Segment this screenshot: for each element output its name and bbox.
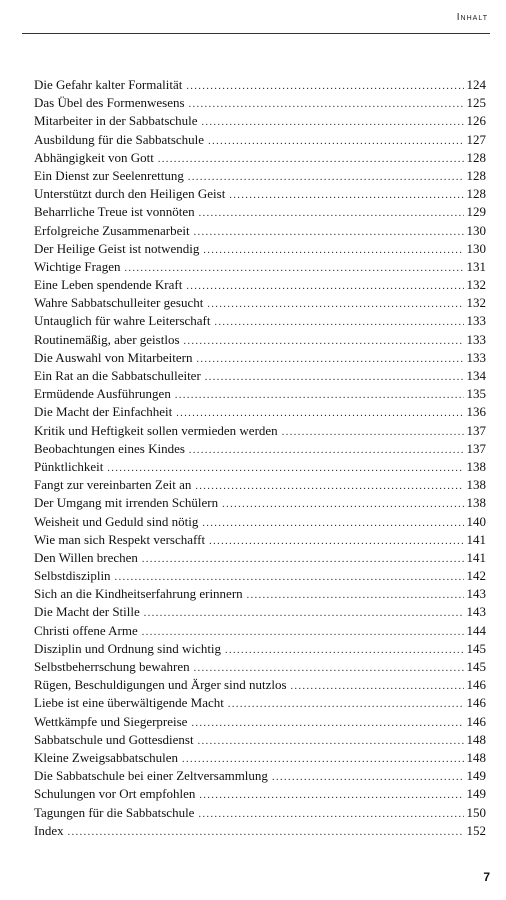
toc-entry bbox=[34, 622, 486, 640]
toc-entry-title: Fangt zur vereinbarten Zeit an bbox=[34, 477, 192, 493]
toc-entry-page: 136 bbox=[466, 404, 486, 420]
toc-entry bbox=[34, 713, 486, 731]
toc-entry-page: 146 bbox=[466, 713, 486, 729]
toc-entry-page: 137 bbox=[466, 422, 486, 438]
dot-leader bbox=[198, 806, 463, 824]
toc-entry-title: Die Auswahl von Mitarbeitern bbox=[34, 349, 193, 365]
toc-entry bbox=[34, 167, 486, 185]
toc-entry-title: Ein Rat an die Sabbatschulleiter bbox=[34, 368, 201, 383]
toc-entry bbox=[34, 676, 486, 694]
dot-leader bbox=[199, 787, 463, 805]
running-head bbox=[457, 12, 488, 23]
toc-entry-page: 138 bbox=[466, 458, 486, 474]
toc-entry bbox=[34, 440, 486, 458]
dot-leader bbox=[198, 733, 464, 751]
toc-entry-title: Unterstützt durch den Heiligen Geist bbox=[34, 186, 226, 202]
dot-leader bbox=[207, 296, 463, 314]
toc-entry bbox=[34, 513, 486, 531]
toc-entry-page: 148 bbox=[466, 731, 486, 747]
dot-leader bbox=[202, 515, 463, 533]
toc-entry bbox=[34, 585, 486, 603]
dot-leader bbox=[184, 333, 464, 351]
toc-entry bbox=[34, 94, 486, 112]
toc-entry bbox=[34, 531, 486, 549]
toc-entry bbox=[34, 149, 486, 167]
toc-entry-title: Schulungen vor Ort empfohlen bbox=[34, 786, 196, 802]
dot-leader bbox=[191, 715, 463, 733]
toc-entry-title: Wichtige Fragen bbox=[34, 258, 121, 274]
toc-entry bbox=[34, 258, 486, 276]
toc-entry-page: 137 bbox=[466, 440, 486, 456]
toc-entry-title: Routinemäßig, aber geistlos bbox=[34, 331, 180, 347]
dot-leader bbox=[199, 205, 464, 223]
toc-entry-page: 127 bbox=[466, 131, 486, 147]
toc-entry-title: Wie man sich Respekt verschafft bbox=[34, 531, 206, 547]
toc-entry bbox=[34, 367, 486, 385]
dot-leader bbox=[225, 642, 463, 660]
toc-entry bbox=[34, 240, 486, 258]
toc-entry bbox=[34, 422, 486, 440]
toc-entry-title: Liebe ist eine überwältigende Macht bbox=[34, 695, 224, 711]
toc-entry-page: 146 bbox=[466, 695, 486, 711]
toc-entry-title: Pünktlichkeit bbox=[34, 458, 104, 474]
toc-entry-page: 128 bbox=[466, 149, 486, 165]
toc-entry-title: Sich an die Kindheitserfahrung erinnern bbox=[34, 586, 243, 602]
toc-entry-page: 130 bbox=[466, 240, 486, 256]
dot-leader bbox=[68, 824, 464, 842]
toc-entry bbox=[34, 131, 486, 149]
toc-entry-title: Weisheit und Geduld sind nötig bbox=[34, 513, 199, 529]
page-number: 7 bbox=[483, 870, 490, 884]
toc-entry-page: 132 bbox=[466, 277, 486, 293]
toc-entry bbox=[34, 767, 486, 785]
toc-entry-page: 146 bbox=[466, 677, 486, 693]
dot-leader bbox=[186, 278, 463, 296]
dot-leader bbox=[215, 314, 464, 332]
toc-entry-title: Sabbatschule und Gottesdienst bbox=[34, 731, 194, 747]
toc-entry-title: Beharrliche Treue ist vonnöten bbox=[34, 204, 195, 220]
toc-entry-page: 126 bbox=[466, 113, 486, 129]
toc-entry-page: 152 bbox=[466, 822, 486, 838]
toc-entry bbox=[34, 731, 486, 749]
toc-entry-page: 140 bbox=[466, 513, 486, 529]
dot-leader bbox=[282, 424, 464, 442]
toc-entry-title: Wahre Sabbatschulleiter gesucht bbox=[34, 295, 204, 311]
toc-entry bbox=[34, 294, 486, 312]
toc-entry-page: 142 bbox=[466, 568, 486, 584]
dot-leader bbox=[203, 242, 463, 260]
toc-entry bbox=[34, 76, 486, 94]
dot-leader bbox=[228, 696, 464, 714]
toc-entry-title: Den Willen brechen bbox=[34, 549, 138, 565]
toc-entry-title: Die Sabbatschule bei einer Zeltversammlung bbox=[34, 768, 268, 784]
toc-entry-page: 133 bbox=[466, 349, 486, 365]
toc-entry bbox=[34, 549, 486, 567]
dot-leader bbox=[291, 678, 464, 696]
toc-entry-page: 133 bbox=[466, 313, 486, 329]
toc-entry-title: Erfolgreiche Zusammenarbeit bbox=[34, 222, 190, 238]
toc-entry-title: Wettkämpfe und Siegerpreise bbox=[34, 713, 188, 729]
toc-entry-page: 149 bbox=[466, 768, 486, 784]
toc-entry bbox=[34, 203, 486, 221]
toc-entry bbox=[34, 476, 486, 494]
toc-entry-page: 133 bbox=[466, 331, 486, 347]
toc-entry bbox=[34, 385, 486, 403]
toc-entry-page: 130 bbox=[466, 222, 486, 238]
toc-entry-page: 143 bbox=[466, 604, 486, 620]
toc-entry-title: Der Heilige Geist ist notwendig bbox=[34, 240, 200, 256]
toc-entry-title: Tagungen für die Sabbatschule bbox=[34, 804, 195, 820]
dot-leader bbox=[158, 151, 464, 169]
dot-leader bbox=[209, 533, 463, 551]
dot-leader bbox=[186, 78, 463, 96]
toc-entry bbox=[34, 567, 486, 585]
toc-entry bbox=[34, 658, 486, 676]
dot-leader bbox=[194, 224, 464, 242]
toc-entry-title: Das Übel des Formenwesens bbox=[34, 95, 185, 111]
toc-entry bbox=[34, 349, 486, 367]
dot-leader bbox=[189, 442, 464, 460]
toc-entry bbox=[34, 749, 486, 767]
dot-leader bbox=[208, 133, 463, 151]
toc-entry-title: Die Gefahr kalter Formalität bbox=[34, 77, 183, 92]
dot-leader bbox=[195, 478, 463, 496]
toc-entry-title: Rügen, Beschuldigungen und Ärger sind nutzlos bbox=[34, 677, 287, 693]
toc-entry bbox=[34, 312, 486, 330]
running-head-text: Inhalt bbox=[456, 12, 488, 23]
dot-leader bbox=[205, 369, 464, 387]
toc-entry-title: Ermüdende Ausführungen bbox=[34, 386, 171, 402]
toc-entry-page: 124 bbox=[466, 77, 486, 92]
toc-entry-title: Index bbox=[34, 822, 64, 838]
toc-entry bbox=[34, 403, 486, 421]
toc-entry-title: Eine Leben spendende Kraft bbox=[34, 277, 183, 293]
toc-entry-title: Die Macht der Stille bbox=[34, 604, 140, 620]
toc-entry-title: Disziplin und Ordnung sind wichtig bbox=[34, 640, 222, 656]
toc-entry bbox=[34, 458, 486, 476]
toc-entry-title: Selbstbeherrschung bewahren bbox=[34, 659, 190, 674]
toc-entry-title: Beobachtungen eines Kindes bbox=[34, 440, 185, 456]
toc-entry-page: 150 bbox=[466, 804, 486, 820]
toc-entry-page: 145 bbox=[466, 659, 486, 674]
dot-leader bbox=[189, 96, 464, 114]
toc-entry-page: 134 bbox=[466, 368, 486, 383]
toc-entry bbox=[34, 640, 486, 658]
toc-entry bbox=[34, 603, 486, 621]
toc-entry-page: 128 bbox=[466, 167, 486, 183]
toc-entry-page: 125 bbox=[466, 95, 486, 111]
toc-entry-title: Der Umgang mit irrenden Schülern bbox=[34, 495, 219, 511]
toc-entry bbox=[34, 222, 486, 240]
toc-entry-page: 148 bbox=[466, 749, 486, 765]
toc-entry-title: Mitarbeiter in der Sabbatschule bbox=[34, 113, 198, 129]
dot-leader bbox=[144, 605, 464, 623]
dot-leader bbox=[142, 551, 464, 569]
dot-leader bbox=[247, 587, 464, 605]
toc-entry-page: 128 bbox=[466, 186, 486, 202]
toc-entry-title: Untauglich für wahre Leiterschaft bbox=[34, 313, 211, 329]
toc-entry bbox=[34, 276, 486, 294]
dot-leader bbox=[175, 387, 464, 405]
toc-entry bbox=[34, 185, 486, 203]
table-of-contents bbox=[34, 76, 486, 840]
toc-entry-page: 145 bbox=[466, 640, 486, 656]
toc-entry bbox=[34, 822, 486, 840]
toc-entry-title: Abhängigkeit von Gott bbox=[34, 149, 154, 165]
toc-entry-title: Selbstdisziplin bbox=[34, 568, 111, 584]
toc-entry-page: 138 bbox=[466, 477, 486, 493]
toc-entry-page: 141 bbox=[466, 531, 486, 547]
toc-entry-page: 131 bbox=[466, 258, 486, 274]
toc-entry-page: 132 bbox=[466, 295, 486, 311]
toc-entry bbox=[34, 785, 486, 803]
toc-entry bbox=[34, 112, 486, 130]
toc-entry bbox=[34, 331, 486, 349]
toc-entry-title: Christi offene Arme bbox=[34, 622, 138, 638]
dot-leader bbox=[229, 187, 463, 205]
dot-leader bbox=[197, 351, 464, 369]
dot-leader bbox=[202, 114, 464, 132]
toc-entry-page: 143 bbox=[466, 586, 486, 602]
dot-leader bbox=[272, 769, 464, 787]
toc-entry bbox=[34, 494, 486, 512]
toc-entry-page: 144 bbox=[466, 622, 486, 638]
toc-entry-title: Kleine Zweigsabbatschulen bbox=[34, 749, 179, 765]
toc-entry-title: Ein Dienst zur Seelenrettung bbox=[34, 167, 184, 183]
toc-entry-page: 135 bbox=[466, 386, 486, 402]
toc-entry-page: 138 bbox=[466, 495, 486, 511]
toc-entry-title: Kritik und Heftigkeit sollen vermieden werden bbox=[34, 422, 278, 438]
toc-entry-page: 149 bbox=[466, 786, 486, 802]
header-rule bbox=[22, 33, 490, 34]
toc-entry-page: 129 bbox=[466, 204, 486, 220]
toc-entry-page: 141 bbox=[466, 549, 486, 565]
toc-entry-title: Die Macht der Einfachheit bbox=[34, 404, 173, 420]
toc-entry bbox=[34, 804, 486, 822]
toc-entry-title: Ausbildung für die Sabbatschule bbox=[34, 131, 205, 147]
dot-leader bbox=[222, 496, 463, 514]
toc-entry bbox=[34, 694, 486, 712]
